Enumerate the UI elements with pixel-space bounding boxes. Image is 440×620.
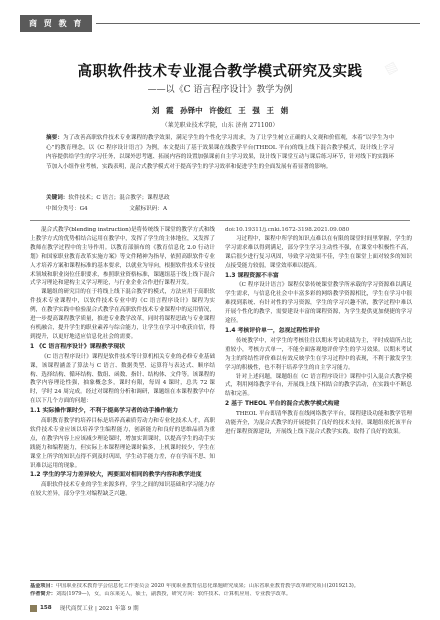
- body-paragraph: 《C 语言程序设计》课程是软件技术等计算机相关专业的必修专业基础课，该课程涵盖了算法与 C 语言、数据类型、运算符与表达式、顺序结构、选择结构、循环结构、数组、函数、指针、结构体、文件等。该课程的教学内容理论性强，抽象概念多，课时有限，每周 4 课时，总共 72 课时，学时 24 周完成。经过对课程的分析和调研，课题组在本课程教学中存在以下几个方面的问题：: [30, 353, 215, 405]
- clc-number: 中图分类号：G4: [46, 206, 88, 212]
- footnote-author-text: 刘霞(1979—)，女，山东莱芜人，硕士，副教授，研究方向：软件技术、计算机应用、专业教学改革。: [55, 591, 292, 597]
- running-header: [20, 15, 420, 32]
- doi: doi:10.19311/j.cnki.1672-3198.2021.09.080: [225, 227, 350, 233]
- body-paragraph: 高职软件技术专业的学生来源多样，学生之间的知识基础和学习能力存在较大差异，部分学生对编程缺乏兴趣。: [30, 482, 215, 498]
- keywords: [46, 194, 394, 204]
- article-title: 高职软件技术专业混合教学模式研究及实践: [77, 64, 363, 80]
- footnote-funding-label: 基金项目：: [30, 583, 56, 589]
- body-paragraph: 传统教学中，对学生的考核往往以期末考试成绩为主，平时成绩所占比重较小，考核方式单一，不能全面客观地评价学生的学习效果。以期末考试为主的终结性评价难以有效反映学生在学习过程中的表现，不利于激发学生学习的积极性，也不利于培养学生的自主学习能力。: [225, 337, 412, 371]
- footnote-author: [30, 591, 412, 598]
- section-heading: 1.2 学生的学习力差异较大，两要面对相同的教学内容和教学进度: [30, 472, 202, 479]
- right-column: [225, 226, 412, 581]
- section-heading: 1.4 考核评价单一，忽视过程性评价: [225, 327, 320, 334]
- footnote-author-label: 作者简介：: [30, 591, 56, 597]
- section-heading: 1.1 实际操作课时少，不利于提高学习者的动手操作能力: [30, 408, 178, 415]
- body-paragraph: 混合式教学(blending instruction)是将传统线下课堂的教学方式和线上教学方式的优势相结合运用在教学中，发挥了学生的主体地位，又发挥了教师在教学过程中的主导作用。以教育部颁布的《教育信息化 2.0 行动计划》和国家职业教育改革实施方案》等文件精神为指导，依照高职软件专业人才培养方案和课程标准的基本要求，以就业为导向，根据软件技术专业技术领域和职业岗位任职要求，参照职业资格标准，课题组基于线上线下混合式学习理论和建构主义学习理论，与行业企业合作进行课程开发。: [30, 227, 215, 287]
- header-rule: [96, 23, 420, 24]
- article-subtitle: ——以《C 语言程序设计》教学为例: [147, 85, 293, 95]
- document-code: 文献标识码：A: [129, 206, 167, 212]
- footnote-rule: [30, 580, 120, 581]
- author-list: 刘 霞 孙铎中 许俊红 王 强 王 娟: [151, 106, 289, 115]
- section-heading: 1.3 课程资源不丰富: [225, 272, 279, 279]
- section-heading: 1 《C 语言程序设计》课程教学现状: [30, 343, 125, 350]
- footnote-funding-text: 中国职业技术教育学会信息化工作委员会 2020 年度职业教育信息化课题研究成果；山东省职业教育教学改革研究项目(2019213)。: [55, 583, 359, 589]
- classification-row: [46, 204, 207, 212]
- body-paragraph: 针对上述问题，课题组在《C 语言程序设计》课程中引入混合式教学模式，利用网络教学平台，开展线上线下相结合的教学活动，在实践中不断总结和完善。: [225, 373, 412, 398]
- keywords-text: 软件技术；C 语言；混合教学；课程思政: [68, 195, 170, 201]
- body-paragraph: THEOL 平台即清华教育在线网络教学平台，课程建设功能和教学管理功能齐全，为混合式教学的开展提供了良好的技术支持，课题组依托该平台进行课程资源建设，开展线上线下混合式教学实践，取得了良好的效果。: [225, 411, 412, 435]
- abstract-divider: [30, 220, 410, 221]
- page-footer: [30, 603, 139, 613]
- left-column: [30, 226, 215, 581]
- abstract-label: 摘要：: [46, 135, 63, 141]
- keywords-label: 关键词：: [46, 195, 69, 201]
- journal-issue: 现代商贸工业 | 2021 年第 9 期: [59, 606, 139, 612]
- watermark: ▧: [382, 57, 404, 78]
- affiliation: （莱芜职业技术学院，山东 济南 271100）: [161, 122, 279, 129]
- abstract: [46, 134, 394, 172]
- abstract-text: 为了改善高职软件技术专业课程的教学效果，满足学生的个性化学习需求，为了让学生树立正确的人文观和价值观，本着“以学生为中心”的教育理念，以《C 程序设计语言》为例，本文提出了基于效果课在线教学平台(THEOL 平台)的线上线下混合教学模式，设计线上学习内容提供给学生的学习任务，以课外思考题、拓展内容的设置加强课前自主学习效果，设计线下课堂互动与课后练习环节，针对线下的实践环节加入小组作业考核，实践表明，混合式教学模式对于提高学生的学习效率和促进学生的全面发展有着显著的影响。: [46, 135, 394, 170]
- body-paragraph: 《C 程序设计语言》课程仅靠传统课堂教学所承载的学习资源难以满足学生需求，与信息化社会中丰富多彩的网络教学资源相比，学生在学习中很难找到系统、有针对性的学习资源，学生的学习兴趣不浓，教学过程中难以开展个性化的教学，需要建设丰富的课程资源，为学生提供更加便捷的学习途径。: [225, 282, 412, 325]
- body-paragraph: 习过程中，课程中所学的知识点难以在有限的课堂时间里掌握，学生的学习需求难以得到满足，部分学生学习主动性不强，在课堂中积极性不高，课后很少进行复习巩固，导致学习效果不佳，学生在课堂上面对较多的知识点接受能力较弱，课堂效率难以提高。: [225, 235, 412, 269]
- body-paragraph: 课题组的研究目的在于将线上线下混合教学的模式，方法应用于高职软件技术专业课程中，以软件技术专业中的《C 语言程序设计》课程为实例，在教学实践中检验混合式教学在高职软件技术专业课程中的运用情况，进一步提高课程教学质量，推进专业教学改革，同时将课程思政与专业课程有机融合，提升学生的职业素养与综合能力，让学生在学习中收获自信，得到提升，以更好地适应信息化社会的需要。: [30, 289, 215, 340]
- body-paragraph: 高职教育教学的培养目标是培养高素质劳动力和专业化技术人才，高职软件技术专业应该以培养学生编程能力，创新能力和良好的思维品质为重点，在教学内容上应该减少理论课时，增加实训课时，以提高学生的动手实践能力和编程能力，但实际上本课程理论课时偏多，上机课时较少，学生在课堂上所学的知识点得不到及时巩固，学生动手能力差，存在学而不思、知识难以运用的现象。: [30, 418, 215, 469]
- footnote-funding: [30, 583, 412, 590]
- footer-mark-icon: [30, 605, 37, 612]
- section-heading: 2 基于 THEOL 平台的混合式教学模式构建: [225, 401, 340, 408]
- section-tag: 商 贸 教 育: [20, 15, 92, 32]
- page-number: 158: [40, 605, 52, 611]
